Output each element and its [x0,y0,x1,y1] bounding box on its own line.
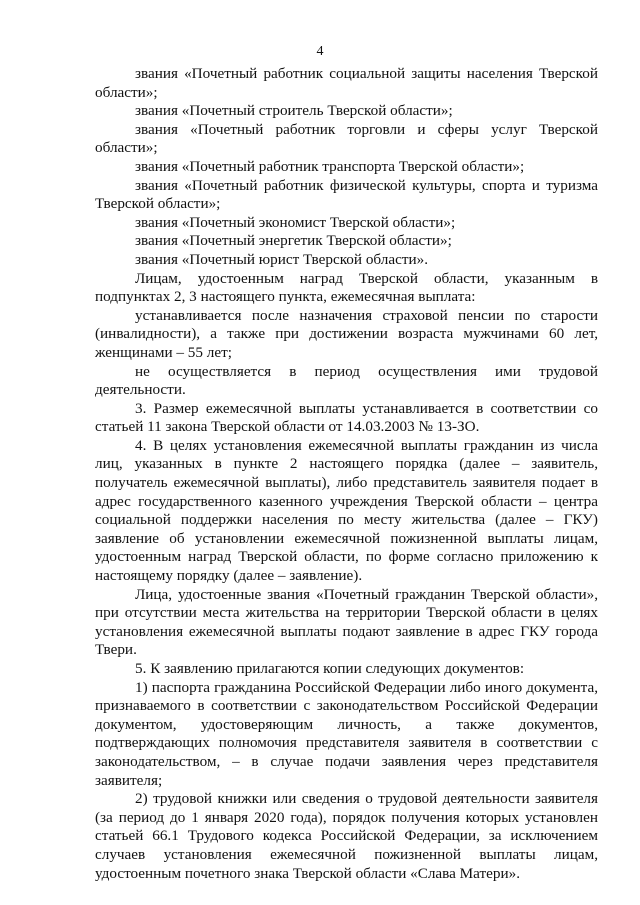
paragraph-title-social-protection: звания «Почетный работник социальной защиты населения Тверской области»; [95,65,598,101]
paragraph-title-lawyer: звания «Почетный юрист Тверской области». [135,250,428,268]
paragraph-section-3: 3. Размер ежемесячной выплаты устанавливается в соответствии со статьей 11 закона Тверской области от 14.03.2003 № 13-ЗО. [95,399,598,436]
paragraph-item-2: 2) трудовой книжки или сведения о трудовой деятельности заявителя (за период до 1 января 2020 года), порядок получения которых установлен статьей 66.1 Трудового кодекса Российской Федерации, за исключением случаев установления ежемесячной пожизненной выплаты лицам, удостоенным почетного знака Тверской области «Слава Матери». [95,790,598,882]
paragraph-title-sport: звания «Почетный работник физической культуры, спорта и туризма Тверской области»; [95,176,598,213]
paragraph-item-1: 1) паспорта гражданина Российской Федерации либо иного документа, признаваемого в соответствии с законодательством Российской Федерации документом, удостоверяющим личность, а также документов, подтверждающих полномочия представителя заявителя в соответствии с законодательством, – в случае подачи заявления через представителя заявителя; [95,678,598,789]
paragraph-pension-condition: устанавливается после назначения страховой пенсии по старости (инвалидности), а также при достижении возраста мужчинами 60 лет, женщинами – 55 лет; [95,306,598,361]
paragraph-title-transport: звания «Почетный работник транспорта Тверской области»; [135,157,525,175]
paragraph-title-builder: звания «Почетный строитель Тверской области»; [135,102,453,120]
paragraph-title-trade: звания «Почетный работник торговли и сферы услуг Тверской области»; [95,120,598,157]
paragraph-honorary-citizen: Лица, удостоенные звания «Почетный гражданин Тверской области», при отсутствии места жительства на территории Тверской области в целях установления ежемесячной выплаты подают заявление в адрес ГКУ города Твери. [95,585,598,659]
paragraph-employment-condition: не осуществляется в период осуществления ими трудовой деятельности. [95,362,598,399]
paragraph-title-economist: звания «Почетный экономист Тверской области»; [135,213,456,231]
paragraph-section-4: 4. В целях установления ежемесячной выплаты гражданин из числа лиц, указанных в пункте 2 настоящего порядка (далее – заявитель, получатель ежемесячной выплаты), либо представитель заявителя подает в адрес государственного казенного учреждения Тверской области – центра социальной поддержки населения по месту жительства (далее – ГКУ) заявление об установлении ежемесячной пожизненной выплаты лицам, удостоенным наград Тверской области, по форме согласно приложению к настоящему порядку (далее – заявление). [95,436,598,585]
document-body [95,65,598,883]
paragraph-title-energy: звания «Почетный энергетик Тверской области»; [135,232,452,250]
page-number: 4 [316,44,324,59]
paragraph-award-holders: Лицам, удостоенным наград Тверской области, указанным в подпунктах 2, 3 настоящего пункта, ежемесячная выплата: [95,269,598,306]
paragraph-section-5: 5. К заявлению прилагаются копии следующих документов: [135,660,525,677]
